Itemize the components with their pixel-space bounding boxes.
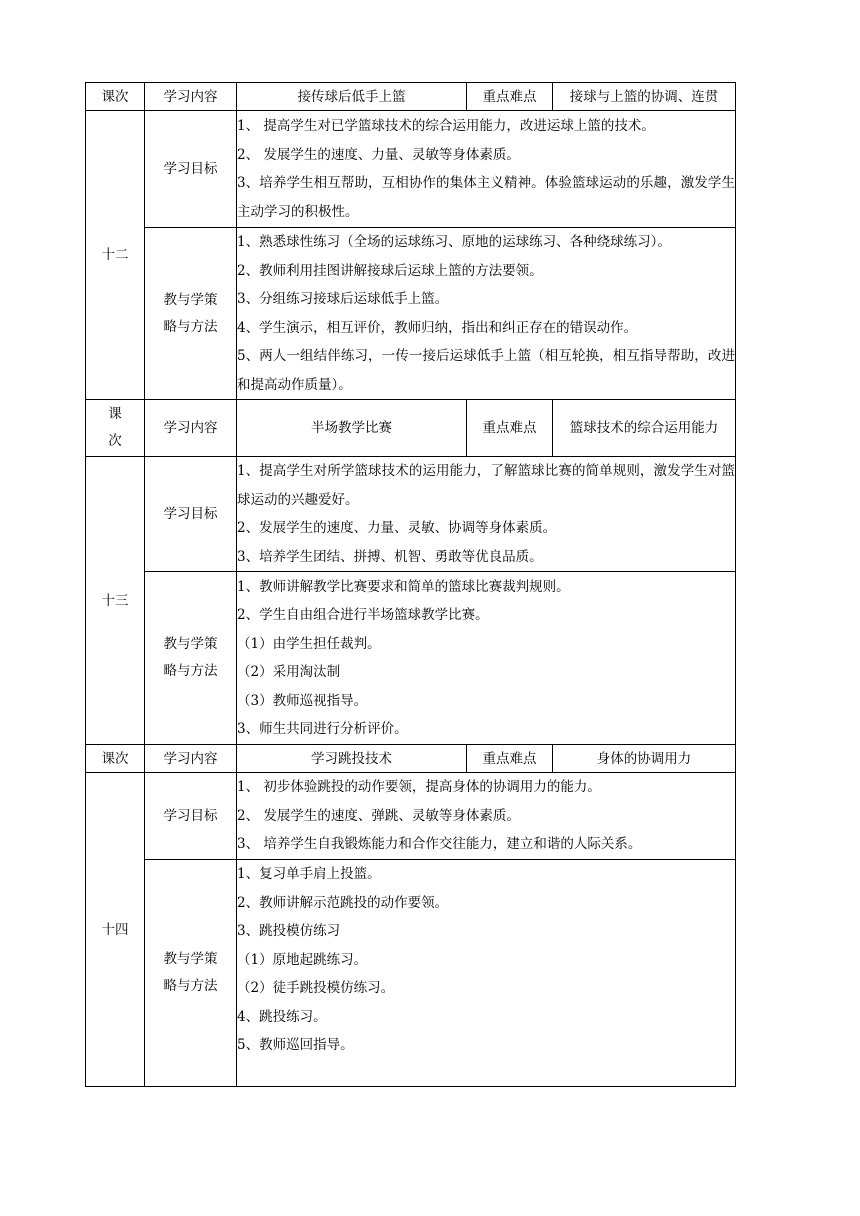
method-item: 1、教师讲解教学比赛要求和简单的篮球比赛裁判规则。 (237, 578, 570, 595)
method-item: 4、跳投练习。 (237, 1008, 327, 1025)
method-item: 3、师生共同进行分析评价。 (237, 721, 408, 737)
method-item: （2）采用淘汰制 (237, 664, 341, 680)
lesson-plan-table (85, 82, 736, 1087)
method-item: （2）徒手跳投模仿练习。 (237, 980, 395, 996)
goal-item: 1、提高学生对所学篮球技术的运用能力，了解篮球比赛的简单规则，激发学生对篮球运动的兴趣爱好。 (237, 463, 735, 508)
methods-label (145, 860, 237, 1087)
goal-item: 2、 发展学生的速度、力量、灵敏等身体素质。 (237, 146, 520, 163)
header-row-lesson-13 (86, 400, 736, 457)
header-key-label: 重点难点 (467, 745, 553, 773)
methods-label (145, 228, 237, 400)
goals-cell (237, 773, 736, 860)
header-key-label: 重点难点 (467, 400, 553, 457)
goals-cell (237, 111, 736, 228)
lesson-key-point: 接球与上篮的协调、连贯 (553, 83, 736, 111)
header-lesson-cell: 课次 (86, 83, 145, 111)
header-content-label: 学习内容 (145, 400, 237, 457)
goal-item: 1、 提高学生对已学篮球技术的综合运用能力，改进运球上篮的技术。 (237, 118, 655, 134)
lesson-key-point: 身体的协调用力 (553, 745, 736, 773)
methods-label-line-2: 略与方法 (163, 978, 218, 994)
lesson-topic: 半场教学比赛 (237, 400, 467, 457)
lesson-topic: 学习跳投技术 (237, 745, 467, 773)
goals-label: 学习目标 (145, 773, 237, 860)
methods-label-line-1: 教与学策 (163, 636, 218, 652)
header-content-label: 学习内容 (145, 83, 237, 111)
lesson-key-point: 篮球技术的综合运用能力 (553, 400, 736, 457)
methods-label-line-1: 教与学策 (163, 951, 218, 967)
header-lesson-cell (86, 400, 145, 457)
method-item: 5、教师巡回指导。 (237, 1037, 354, 1053)
header-lesson-line-2: 次 (108, 433, 122, 449)
method-item: （3）教师巡视指导。 (237, 692, 368, 709)
method-item: 1、熟悉球性练习（全场的运球练习、原地的运球练习、各种绕球练习）。 (237, 234, 671, 250)
method-item: 1、复习单手肩上投篮。 (237, 866, 381, 882)
method-item: 2、学生自由组合进行半场篮球教学比赛。 (237, 607, 489, 623)
goals-row-lesson-13 (86, 457, 736, 572)
goal-item: 2、发展学生的速度、力量、灵敏、协调等身体素质。 (237, 520, 557, 536)
goals-row-lesson-12 (86, 111, 736, 228)
methods-row-lesson-14 (86, 860, 736, 1087)
method-item: 4、学生演示，相互评价，教师归纳，指出和纠正存在的错误动作。 (237, 319, 638, 336)
methods-label-line-2: 略与方法 (163, 318, 218, 335)
methods-label (145, 572, 237, 745)
goals-label: 学习目标 (145, 111, 237, 228)
methods-cell (237, 572, 736, 745)
method-item: 3、分组练习接球后运球低手上篮。 (237, 291, 449, 307)
header-row-lesson-12 (86, 83, 736, 111)
method-item: （1）由学生担任裁判。 (237, 635, 381, 652)
header-lesson-line-1: 课 (108, 406, 122, 422)
method-item: 3、跳投模仿练习 (237, 923, 341, 939)
goal-item: 3、培养学生团结、拼搏、机智、勇敢等优良品质。 (237, 548, 543, 565)
goal-item: 2、 发展学生的速度、弹跳、灵敏等身体素质。 (237, 807, 520, 824)
goals-row-lesson-14 (86, 773, 736, 860)
goals-cell (237, 457, 736, 572)
methods-row-lesson-13 (86, 572, 736, 745)
method-item: （1）原地起跳练习。 (237, 951, 368, 968)
methods-label-line-2: 略与方法 (163, 663, 218, 679)
methods-label-line-1: 教与学策 (163, 291, 218, 308)
header-row-lesson-14 (86, 745, 736, 773)
header-content-label: 学习内容 (145, 745, 237, 773)
lesson-number: 十三 (86, 457, 145, 745)
lesson-number: 十四 (86, 773, 145, 1087)
goals-label: 学习目标 (145, 457, 237, 572)
lesson-number: 十二 (86, 111, 145, 400)
header-key-label: 重点难点 (467, 83, 553, 111)
methods-cell (237, 860, 736, 1087)
goal-item: 3、培养学生相互帮助，互相协作的集体主义精神。体验篮球运动的乐趣，激发学生主动学习的积极性。 (237, 175, 735, 220)
goal-item: 3、 培养学生自我锻炼能力和合作交往能力，建立和谐的人际关系。 (237, 836, 642, 853)
methods-cell (237, 228, 736, 400)
lesson-topic: 接传球后低手上篮 (237, 83, 467, 111)
methods-row-lesson-12 (86, 228, 736, 400)
method-item: 2、教师利用挂图讲解接球后运球上篮的方法要领。 (237, 262, 543, 279)
method-item: 2、教师讲解示范跳投的动作要领。 (237, 894, 449, 911)
goal-item: 1、 初步体验跳投的动作要领，提高身体的协调用力的能力。 (237, 779, 601, 796)
header-lesson-cell: 课次 (86, 745, 145, 773)
method-item: 5、两人一组结伴练习，一传一接后运球低手上篮（相互轮换，相互指导帮助，改进和提高动作质量）。 (237, 348, 735, 393)
